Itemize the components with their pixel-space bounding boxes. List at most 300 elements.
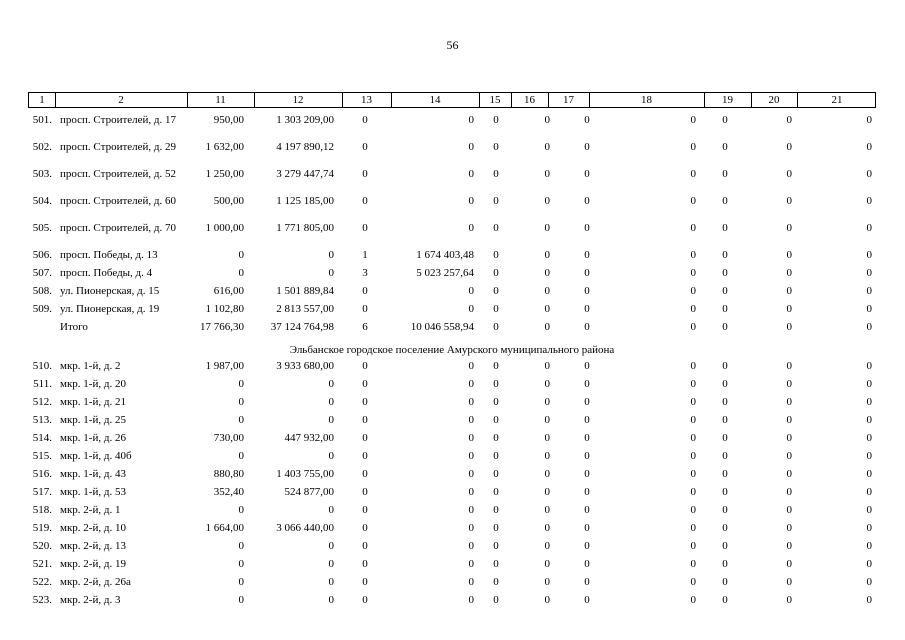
table-row [28, 115, 876, 139]
cell-col-14: 5 023 257,64 [416, 267, 474, 279]
cell-col-20: 0 [786, 522, 792, 534]
cell-col-12: 37 124 764,98 [270, 321, 334, 333]
cell-col-21: 0 [866, 195, 872, 207]
cell-col-21: 0 [866, 114, 872, 126]
row-address: просп. Строителей, д. 52 [60, 168, 176, 180]
header-cell: 14 [429, 94, 441, 106]
cell-col-18: 0 [690, 558, 696, 570]
table-row [28, 415, 876, 431]
table-row [28, 142, 876, 166]
row-address: мкр. 1-й, д. 2 [60, 360, 121, 372]
row-number: 507. [32, 267, 52, 279]
cell-col-14: 0 [468, 558, 474, 570]
cell-col-19: 0 [722, 558, 728, 570]
cell-col-13: 0 [362, 285, 368, 297]
cell-col-21: 0 [866, 360, 872, 372]
cell-col-16: 0 [544, 414, 550, 426]
cell-col-21: 0 [866, 222, 872, 234]
cell-col-15: 0 [493, 432, 499, 444]
cell-col-15: 0 [493, 303, 499, 315]
cell-col-13: 0 [362, 396, 368, 408]
cell-col-17: 0 [584, 168, 590, 180]
cell-col-16: 0 [544, 486, 550, 498]
cell-col-17: 0 [584, 522, 590, 534]
cell-col-17: 0 [584, 468, 590, 480]
cell-col-16: 0 [544, 576, 550, 588]
row-number: 516. [32, 468, 52, 480]
cell-col-12: 0 [328, 576, 334, 588]
row-address: мкр. 2-й, д. 19 [60, 558, 126, 570]
cell-col-16: 0 [544, 249, 550, 261]
row-number: 520. [32, 540, 52, 552]
cell-col-12: 0 [328, 450, 334, 462]
cell-col-15: 0 [493, 141, 499, 153]
cell-col-15: 0 [493, 222, 499, 234]
cell-col-16: 0 [544, 195, 550, 207]
cell-col-11: 0 [238, 576, 244, 588]
cell-col-21: 0 [866, 141, 872, 153]
row-number: 521. [32, 558, 52, 570]
cell-col-13: 0 [362, 414, 368, 426]
cell-col-13: 0 [362, 450, 368, 462]
cell-col-12: 0 [328, 594, 334, 606]
cell-col-19: 0 [722, 576, 728, 588]
cell-col-14: 0 [468, 432, 474, 444]
cell-col-17: 0 [584, 249, 590, 261]
row-number: 522. [32, 576, 52, 588]
cell-col-20: 0 [786, 114, 792, 126]
cell-col-11: 616,00 [213, 285, 244, 297]
header-divider [751, 93, 752, 107]
row-number: 523. [32, 594, 52, 606]
row-number: 515. [32, 450, 52, 462]
cell-col-17: 0 [584, 558, 590, 570]
header-divider [704, 93, 705, 107]
cell-col-17: 0 [584, 432, 590, 444]
cell-col-21: 0 [866, 594, 872, 606]
cell-col-16: 0 [544, 504, 550, 516]
cell-col-20: 0 [786, 396, 792, 408]
row-address: просп. Победы, д. 13 [60, 249, 158, 261]
cell-col-20: 0 [786, 378, 792, 390]
table-row [28, 505, 876, 521]
cell-col-14: 0 [468, 222, 474, 234]
cell-col-14: 0 [468, 486, 474, 498]
cell-col-18: 0 [690, 303, 696, 315]
cell-col-21: 0 [866, 378, 872, 390]
cell-col-16: 0 [544, 522, 550, 534]
cell-col-15: 0 [493, 504, 499, 516]
table-row [28, 268, 876, 284]
row-number: 511. [33, 378, 52, 390]
cell-col-14: 10 046 558,94 [410, 321, 474, 333]
header-divider [589, 93, 590, 107]
header-cell: 17 [563, 94, 574, 106]
table-row [28, 196, 876, 220]
cell-col-13: 0 [362, 222, 368, 234]
row-address: мкр. 1-й, д. 20 [60, 378, 126, 390]
cell-col-20: 0 [786, 540, 792, 552]
row-address: мкр. 2-й, д. 3 [60, 594, 121, 606]
cell-col-19: 0 [722, 504, 728, 516]
row-address: просп. Победы, д. 4 [60, 267, 153, 279]
cell-col-20: 0 [786, 360, 792, 372]
cell-col-19: 0 [722, 468, 728, 480]
cell-col-13: 6 [362, 321, 368, 333]
cell-col-20: 0 [786, 285, 792, 297]
cell-col-21: 0 [866, 504, 872, 516]
cell-col-15: 0 [493, 378, 499, 390]
cell-col-15: 0 [493, 540, 499, 552]
cell-col-20: 0 [786, 249, 792, 261]
row-address: мкр. 1-й, д. 25 [60, 414, 126, 426]
cell-col-19: 0 [722, 378, 728, 390]
cell-col-20: 0 [786, 168, 792, 180]
cell-col-12: 4 197 890,12 [276, 141, 334, 153]
cell-col-17: 0 [584, 414, 590, 426]
cell-col-16: 0 [544, 540, 550, 552]
cell-col-16: 0 [544, 450, 550, 462]
row-number: 513. [32, 414, 52, 426]
cell-col-21: 0 [866, 414, 872, 426]
cell-col-11: 0 [238, 267, 244, 279]
cell-col-16: 0 [544, 468, 550, 480]
cell-col-12: 1 771 805,00 [276, 222, 334, 234]
cell-col-21: 0 [866, 285, 872, 297]
header-cell: 13 [361, 94, 372, 106]
cell-col-16: 0 [544, 432, 550, 444]
cell-col-11: 500,00 [213, 195, 244, 207]
cell-col-19: 0 [722, 540, 728, 552]
table-row [28, 595, 876, 611]
header-cell: 20 [768, 94, 780, 106]
header-cell: 15 [489, 94, 501, 106]
cell-col-20: 0 [786, 594, 792, 606]
cell-col-14: 0 [468, 114, 474, 126]
cell-col-13: 0 [362, 468, 368, 480]
cell-col-15: 0 [493, 450, 499, 462]
cell-col-16: 0 [544, 168, 550, 180]
cell-col-13: 0 [362, 114, 368, 126]
cell-col-20: 0 [786, 195, 792, 207]
cell-col-17: 0 [584, 594, 590, 606]
cell-col-19: 0 [722, 249, 728, 261]
cell-col-18: 0 [690, 168, 696, 180]
cell-col-16: 0 [544, 285, 550, 297]
cell-col-15: 0 [493, 486, 499, 498]
cell-col-21: 0 [866, 396, 872, 408]
row-number: 502. [32, 141, 52, 153]
header-divider [391, 93, 392, 107]
cell-col-18: 0 [690, 486, 696, 498]
cell-col-21: 0 [866, 540, 872, 552]
cell-col-19: 0 [722, 486, 728, 498]
cell-col-15: 0 [493, 285, 499, 297]
header-divider [187, 93, 188, 107]
header-cell: 16 [524, 94, 535, 106]
row-address: мкр. 1-й, д. 43 [60, 468, 126, 480]
cell-col-14: 0 [468, 285, 474, 297]
cell-col-21: 0 [866, 576, 872, 588]
header-divider [797, 93, 798, 107]
cell-col-12: 0 [328, 267, 334, 279]
cell-col-18: 0 [690, 249, 696, 261]
cell-col-16: 0 [544, 267, 550, 279]
table-row [28, 304, 876, 320]
cell-col-15: 0 [493, 321, 499, 333]
cell-col-19: 0 [722, 396, 728, 408]
cell-col-12: 1 403 755,00 [276, 468, 334, 480]
cell-col-18: 0 [690, 450, 696, 462]
cell-col-18: 0 [690, 576, 696, 588]
row-number: 510. [32, 360, 52, 372]
cell-col-13: 0 [362, 195, 368, 207]
row-number: 514. [32, 432, 52, 444]
cell-col-16: 0 [544, 141, 550, 153]
cell-col-19: 0 [722, 222, 728, 234]
table-row [28, 523, 876, 539]
header-divider [55, 93, 56, 107]
cell-col-11: 0 [238, 594, 244, 606]
cell-col-13: 0 [362, 432, 368, 444]
cell-col-19: 0 [722, 594, 728, 606]
row-number: 512. [32, 396, 52, 408]
row-number: 519. [32, 522, 52, 534]
cell-col-17: 0 [584, 114, 590, 126]
cell-col-20: 0 [786, 321, 792, 333]
row-address: мкр. 1-й, д. 53 [60, 486, 126, 498]
cell-col-12: 2 813 557,00 [276, 303, 334, 315]
cell-col-14: 0 [468, 522, 474, 534]
cell-col-11: 1 664,00 [205, 522, 244, 534]
cell-col-19: 0 [722, 168, 728, 180]
table-row [28, 433, 876, 449]
row-address: мкр. 2-й, д. 1 [60, 504, 121, 516]
cell-col-17: 0 [584, 450, 590, 462]
cell-col-12: 0 [328, 558, 334, 570]
cell-col-11: 1 102,80 [205, 303, 244, 315]
cell-col-16: 0 [544, 378, 550, 390]
cell-col-12: 0 [328, 378, 334, 390]
cell-col-14: 0 [468, 594, 474, 606]
cell-col-20: 0 [786, 267, 792, 279]
cell-col-11: 0 [238, 450, 244, 462]
cell-col-11: 880,80 [213, 468, 244, 480]
table-row [28, 379, 876, 395]
cell-col-18: 0 [690, 321, 696, 333]
cell-col-12: 0 [328, 249, 334, 261]
table-row [28, 223, 876, 247]
cell-col-16: 0 [544, 558, 550, 570]
cell-col-12: 0 [328, 504, 334, 516]
row-number: 508. [32, 285, 52, 297]
table-row [28, 361, 876, 377]
header-cell: 19 [722, 94, 733, 106]
cell-col-20: 0 [786, 222, 792, 234]
header-divider [254, 93, 255, 107]
cell-col-19: 0 [722, 267, 728, 279]
cell-col-21: 0 [866, 558, 872, 570]
cell-col-13: 0 [362, 486, 368, 498]
row-address: мкр. 2-й, д. 13 [60, 540, 126, 552]
cell-col-17: 0 [584, 360, 590, 372]
cell-col-15: 0 [493, 168, 499, 180]
page-number: 56 [446, 38, 459, 52]
cell-col-18: 0 [690, 468, 696, 480]
cell-col-13: 0 [362, 378, 368, 390]
cell-col-21: 0 [866, 522, 872, 534]
cell-col-18: 0 [690, 195, 696, 207]
header-cell: 2 [118, 94, 124, 106]
row-address: просп. Строителей, д. 60 [60, 195, 176, 207]
cell-col-20: 0 [786, 414, 792, 426]
cell-col-14: 0 [468, 195, 474, 207]
row-address: ул. Пионерская, д. 15 [60, 285, 160, 297]
cell-col-13: 0 [362, 558, 368, 570]
cell-col-14: 0 [468, 450, 474, 462]
cell-col-11: 730,00 [213, 432, 244, 444]
cell-col-13: 0 [362, 504, 368, 516]
table-row [28, 250, 876, 266]
row-number: 503. [32, 168, 52, 180]
cell-col-12: 447 932,00 [284, 432, 334, 444]
cell-col-11: 950,00 [213, 114, 244, 126]
cell-col-20: 0 [786, 468, 792, 480]
row-address: мкр. 1-й, д. 21 [60, 396, 126, 408]
row-address: ул. Пионерская, д. 19 [60, 303, 160, 315]
cell-col-11: 0 [238, 504, 244, 516]
table-row [28, 286, 876, 302]
cell-col-20: 0 [786, 450, 792, 462]
cell-col-12: 3 933 680,00 [276, 360, 334, 372]
cell-col-17: 0 [584, 267, 590, 279]
cell-col-19: 0 [722, 450, 728, 462]
cell-col-16: 0 [544, 396, 550, 408]
cell-col-19: 0 [722, 303, 728, 315]
cell-col-14: 0 [468, 303, 474, 315]
cell-col-21: 0 [866, 321, 872, 333]
cell-col-12: 0 [328, 414, 334, 426]
cell-col-17: 0 [584, 486, 590, 498]
cell-col-13: 0 [362, 522, 368, 534]
cell-col-12: 1 125 185,00 [276, 195, 334, 207]
cell-col-15: 0 [493, 522, 499, 534]
cell-col-15: 0 [493, 414, 499, 426]
cell-col-19: 0 [722, 195, 728, 207]
cell-col-17: 0 [584, 303, 590, 315]
cell-col-16: 0 [544, 321, 550, 333]
cell-col-11: 0 [238, 249, 244, 261]
cell-col-17: 0 [584, 141, 590, 153]
cell-col-12: 524 877,00 [284, 486, 334, 498]
cell-col-13: 3 [362, 267, 368, 279]
cell-col-17: 0 [584, 540, 590, 552]
cell-col-14: 0 [468, 540, 474, 552]
cell-col-14: 1 674 403,48 [416, 249, 474, 261]
row-number: 505. [32, 222, 52, 234]
cell-col-11: 0 [238, 414, 244, 426]
cell-col-19: 0 [722, 414, 728, 426]
cell-col-21: 0 [866, 267, 872, 279]
table-row [28, 469, 876, 485]
cell-col-21: 0 [866, 432, 872, 444]
cell-col-11: 0 [238, 396, 244, 408]
cell-col-15: 0 [493, 558, 499, 570]
cell-col-18: 0 [690, 414, 696, 426]
row-number: 504. [32, 195, 52, 207]
cell-col-19: 0 [722, 114, 728, 126]
cell-col-11: 1 632,00 [205, 141, 244, 153]
header-cell: 21 [831, 94, 843, 106]
cell-col-15: 0 [493, 360, 499, 372]
cell-col-18: 0 [690, 360, 696, 372]
cell-col-13: 0 [362, 360, 368, 372]
header-divider [511, 93, 512, 107]
cell-col-19: 0 [722, 285, 728, 297]
table-row [28, 397, 876, 413]
cell-col-15: 0 [493, 267, 499, 279]
cell-col-20: 0 [786, 141, 792, 153]
table-row [28, 451, 876, 467]
cell-col-20: 0 [786, 486, 792, 498]
cell-col-21: 0 [866, 303, 872, 315]
cell-col-13: 0 [362, 540, 368, 552]
row-number: 506. [32, 249, 52, 261]
cell-col-15: 0 [493, 468, 499, 480]
cell-col-14: 0 [468, 360, 474, 372]
cell-col-17: 0 [584, 504, 590, 516]
table-row [28, 541, 876, 557]
cell-col-14: 0 [468, 468, 474, 480]
cell-col-15: 0 [493, 114, 499, 126]
cell-col-18: 0 [690, 504, 696, 516]
cell-col-14: 0 [468, 141, 474, 153]
cell-col-14: 0 [468, 168, 474, 180]
cell-col-12: 1 303 209,00 [276, 114, 334, 126]
table-row [28, 169, 876, 193]
header-cell: 12 [292, 94, 304, 106]
table-row [28, 487, 876, 503]
cell-col-17: 0 [584, 321, 590, 333]
cell-col-14: 0 [468, 396, 474, 408]
cell-col-18: 0 [690, 522, 696, 534]
cell-col-11: 352,40 [213, 486, 244, 498]
cell-col-21: 0 [866, 450, 872, 462]
cell-col-17: 0 [584, 195, 590, 207]
cell-col-11: 0 [238, 378, 244, 390]
cell-col-14: 0 [468, 378, 474, 390]
cell-col-14: 0 [468, 576, 474, 588]
row-address: мкр. 1-й, д. 40б [60, 450, 132, 462]
cell-col-19: 0 [722, 321, 728, 333]
cell-col-13: 0 [362, 576, 368, 588]
row-number: 517. [32, 486, 52, 498]
cell-col-20: 0 [786, 558, 792, 570]
cell-col-18: 0 [690, 141, 696, 153]
cell-col-20: 0 [786, 432, 792, 444]
cell-col-19: 0 [722, 522, 728, 534]
cell-col-13: 0 [362, 141, 368, 153]
cell-col-20: 0 [786, 504, 792, 516]
cell-col-11: 1 987,00 [205, 360, 244, 372]
row-address: Итого [60, 321, 88, 333]
cell-col-14: 0 [468, 504, 474, 516]
cell-col-15: 0 [493, 195, 499, 207]
cell-col-19: 0 [722, 141, 728, 153]
cell-col-15: 0 [493, 396, 499, 408]
cell-col-16: 0 [544, 303, 550, 315]
cell-col-11: 0 [238, 540, 244, 552]
